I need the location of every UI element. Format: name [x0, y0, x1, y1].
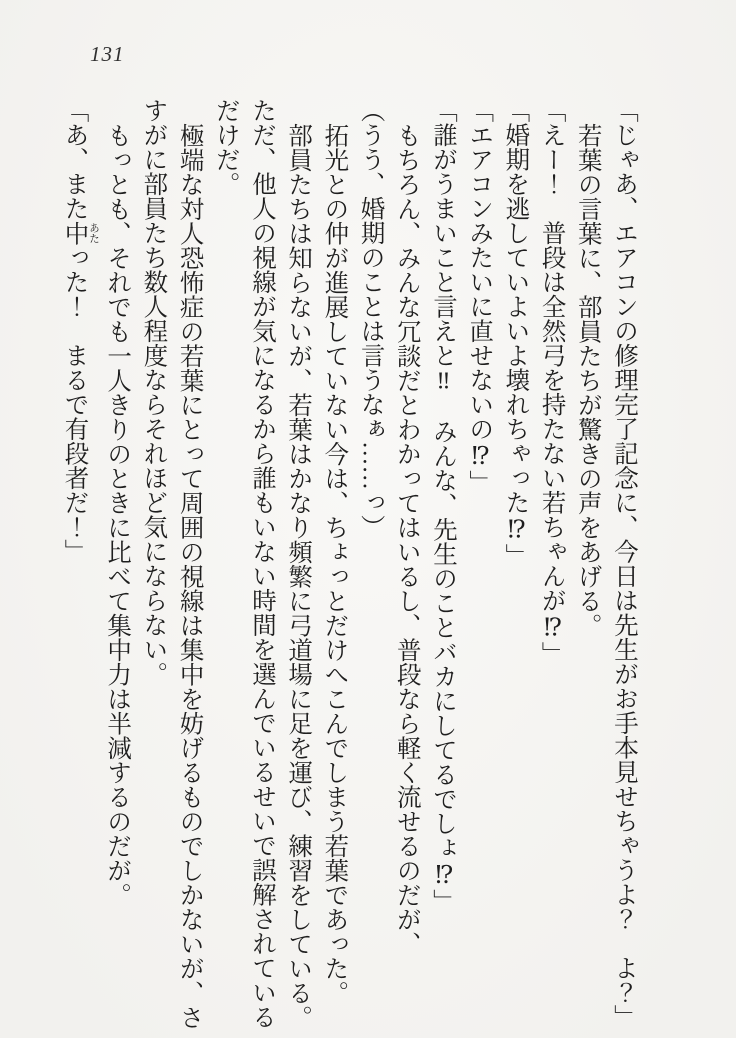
text-column: すがに部員たち数人程度ならそれほど気にならない。: [140, 98, 168, 686]
text-column: （うう、婚期のことは言うなぁ……っ）: [357, 98, 385, 539]
text-column: ただ、他人の視線が気になるから誰もいない時間を選んでいるせいで誤解されている: [248, 98, 276, 1029]
text-column: もっとも、それでも一人きりのときに比べて集中力は半減するのだが。: [104, 122, 132, 907]
text-column: だけだ。: [212, 98, 240, 196]
text-block: [56, 98, 642, 1038]
text-column: 「じゃあ、エアコンの修理完了記念に、今日は先生がお手本見せちゃうよ？ よ？」: [611, 98, 638, 1029]
ruby-annotation: 中 あた: [61, 220, 99, 245]
text-column: 極端な対人恐怖症の若葉にとって周囲の視線は集中を妨げるものでしかないが、さ: [176, 122, 204, 1029]
text-column: 若葉の言葉に、部員たちが驚きの声をあげる。: [574, 122, 602, 637]
text-column: 「あ、また中 あたった！ まるで有段者だ！」: [61, 98, 99, 564]
page-number: 131: [90, 42, 125, 66]
text-column: 「婚期を逃していよいよ壊れちゃった⁉」: [502, 98, 530, 568]
text-column: 「えー！ 普段は全然弓を持たない若ちゃんが⁉」: [538, 98, 566, 666]
text-column: 拓光との仲が進展していない今は、ちょっとだけへこんでしまう若葉であった。: [321, 122, 349, 1005]
text-column: 「エアコンみたいに直せないの⁉」: [466, 98, 494, 495]
text-column: もちろん、みんな冗談だとわかってはいるし、普段なら軽く流せるのだが、: [393, 122, 421, 956]
text-column: 「誰がうまいこと言えと‼ みんな、先生のことバカにしてるでしょ⁉」: [429, 98, 457, 914]
text-column: 部員たちは知らないが、若葉はかなり頻繁に弓道場に足を運び、練習をしている。: [285, 122, 313, 1029]
